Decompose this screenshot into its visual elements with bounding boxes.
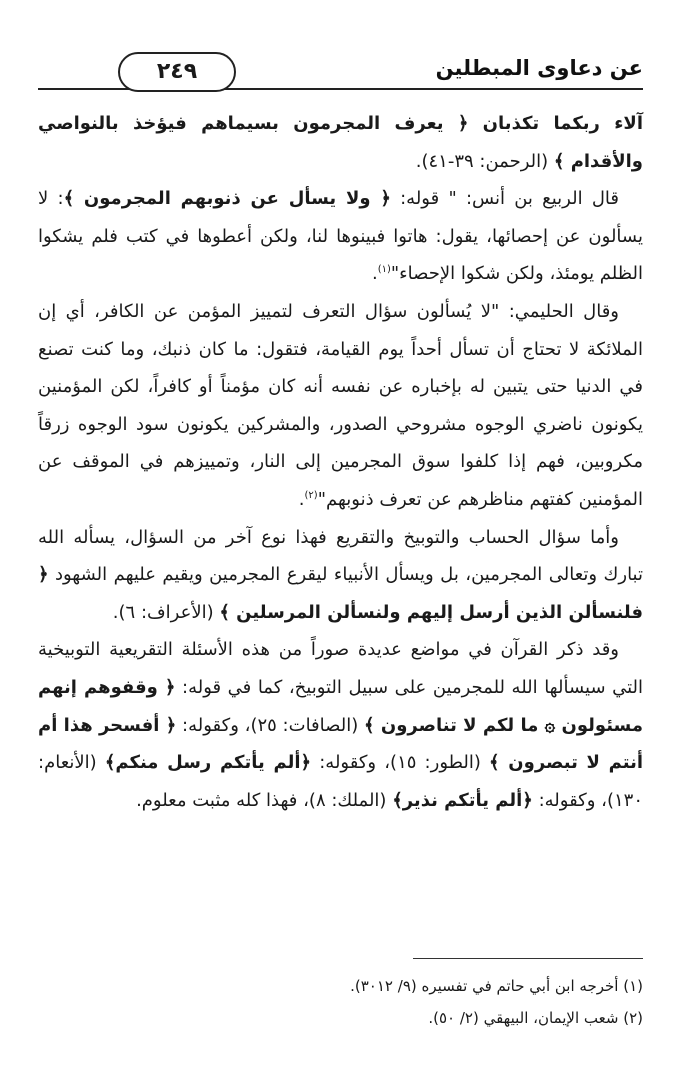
footnote-2: (٢) شعب الإيمان، البيهقي (٢/ ٥٠). (428, 1009, 643, 1027)
footnote-1: (١) أخرجه ابن أبي حاتم في تفسيره (٩/ ٣٠١٢). (350, 977, 643, 995)
main-text (38, 105, 643, 819)
paragraph-text: قال الربيع بن أنس: " قوله: (390, 188, 619, 210)
quran-verse: ﴿ أفسحر هذا أم أنتم لا تبصرون ﴾ (38, 714, 644, 774)
footnote-separator (413, 958, 643, 959)
quran-verse: ﴿ فلنسألن الذين أرسل إليهم ولنسألن المرسلين ﴾ (38, 564, 643, 623)
footnote-marker: (٢) (304, 489, 318, 501)
footnotes (38, 970, 643, 1034)
paragraph-text: : لا يسألون عن إحصائها، يقول: هاتوا فبينوها لنا، ولكن أعطوها في كتب فلم يشكوا الظلم يومئذ، ولكن شكوا الإحصاء" (38, 188, 643, 285)
page-header (38, 52, 643, 98)
verse-reference: (الرحمن: ٣٩-٤١). (415, 150, 549, 172)
quran-verse: ﴿ألم يأتكم نذير﴾ (392, 789, 533, 811)
running-title: عن دعاوى المبطلين (435, 56, 643, 80)
paragraph-text: وأما سؤال الحساب والتوبيخ والتقريع فهذا نوع آخر من السؤال، يسأله الله تبارك وتعالى المجرمين، بل ويسأل الأنبياء ليقرع المجرمين ويقيم عليهم الشهود (38, 526, 643, 586)
quran-verse: ﴿ألم يأتكم رسل منكم﴾ (104, 752, 312, 774)
paragraph-text: وقال الحليمي: "لا يُسألون سؤال التعرف لتمييز المؤمن عن الكافر، أي إن الملائكة لا تحتاج أن تسأل أحداً يوم القيامة، فتقول: ما كان ذنبك، وما كنت تصنع في الدنيا حتى يتبين له بإخباره عن نفسه أنه كان مؤمناً أو كافراً، لكن المؤمنين يكونون ناضري الوجوه مشروحي الصدور، والمشركين يكونون سود الوجوه زرقاً مكروبين، فهم إذا كلفوا سوق المجرمين إلى النار، وتمييزهم في الموقف عن المؤمنين كفتهم مناظرهم عن تعرف ذنوبهم" (38, 300, 643, 510)
paragraph-text: . (371, 263, 378, 285)
footnote-marker: (١) (377, 264, 391, 276)
verse-reference: (الطور: ١٥)، وكقوله: (311, 752, 490, 774)
paragraph-4 (38, 519, 643, 632)
quran-verse: ﴿ وقفوهم إنهم مسئولون ۞ ما لكم لا تناصرون ﴾ (38, 676, 644, 736)
page-number-badge: ٢٤٩ (118, 52, 236, 92)
verse-reference: (الأعراف: ٦). (112, 601, 220, 623)
paragraph-1 (38, 105, 643, 180)
paragraph-text: وقد ذكر القرآن في مواضع عديدة صوراً من هذه الأسئلة التقريعية التوبيخية التي سيسألها الله للمجرمين على سبيل التوبيخ، كما في قوله: (38, 639, 643, 698)
quran-verse: ﴿ ولا يسأل عن ذنوبهم المجرمون ﴾ (63, 188, 391, 210)
verse-reference: (الملك: ٨)، فهذا كله مثبت معلوم. (136, 789, 393, 811)
paragraph-5 (38, 631, 643, 819)
verse-reference: (الأنعام: ١٣٠)، وكقوله: (38, 752, 643, 811)
paragraph-3 (38, 293, 643, 519)
quran-verse: آلاء ربكما تكذبان ﴿ يعرف المجرمون بسيماهم فيؤخذ بالنواصي والأقدام ﴾ (38, 113, 643, 172)
paragraph-2 (38, 180, 643, 293)
verse-reference: (الصافات: ٢٥)، وكقوله: (176, 714, 365, 736)
paragraph-text: . (298, 488, 305, 510)
